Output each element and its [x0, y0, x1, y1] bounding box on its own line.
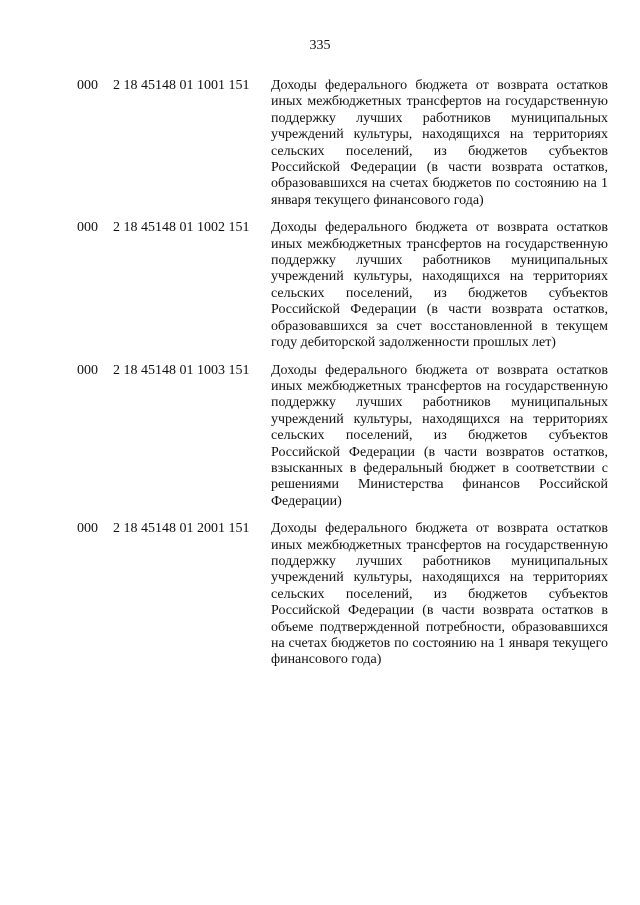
budget-classification-code: 2 18 45148 01 1003 151 [113, 362, 250, 378]
entry-description: Доходы федерального бюджета от возврата остатков иных межбюджетных трансфертов на государственную поддержку лучших работников муниципальных учреждений культуры, находящихся на территориях сельских поселений, из бюджетов субъектов Российской Федерации (в части возвратов остатков, взысканных в федеральный бюджет в соответствии с решениями Министерства финансов Российской Федерации) [271, 362, 608, 509]
entry-description: Доходы федерального бюджета от возврата остатков иных межбюджетных трансфертов на государственную поддержку лучших работников муниципальных учреждений культуры, находящихся на территориях сельских поселений, из бюджетов субъектов Российской Федерации (в части возврата остатков в объеме подтвержденной потребности, образовавшихся на счетах бюджетов по состоянию на 1 января текущего финансового года) [271, 521, 608, 668]
admin-code: 000 [77, 78, 98, 93]
budget-classification-code: 2 18 45148 01 1002 151 [113, 220, 250, 236]
budget-entry [0, 78, 640, 209]
budget-entry [0, 521, 640, 669]
page-number: 335 [309, 38, 331, 53]
budget-entry [0, 363, 640, 511]
admin-code: 000 [77, 220, 98, 236]
budget-classification-code: 2 18 45148 01 2001 151 [113, 521, 250, 537]
admin-code: 000 [77, 521, 98, 537]
budget-classification-code: 2 18 45148 01 1001 151 [113, 78, 250, 93]
budget-entry [0, 220, 640, 351]
budget-code-list [0, 78, 640, 680]
entry-description: Доходы федерального бюджета от возврата остатков иных межбюджетных трансфертов на государственную поддержку лучших работников муниципальных учреждений культуры, находящихся на территориях сельских поселений, из бюджетов субъектов Российской Федерации (в части возврата остатков, образовавшихся на счетах бюджетов по состоянию на 1 января текущего финансового года) [271, 78, 608, 208]
admin-code: 000 [77, 362, 98, 378]
entry-description: Доходы федерального бюджета от возврата остатков иных межбюджетных трансфертов на государственную поддержку лучших работников муниципальных учреждений культуры, находящихся на территориях сельских поселений, из бюджетов субъектов Российской Федерации (в части возврата остатков, образовавшихся за счет восстановленной в текущем году дебиторской задолженности прошлых лет) [271, 220, 608, 351]
